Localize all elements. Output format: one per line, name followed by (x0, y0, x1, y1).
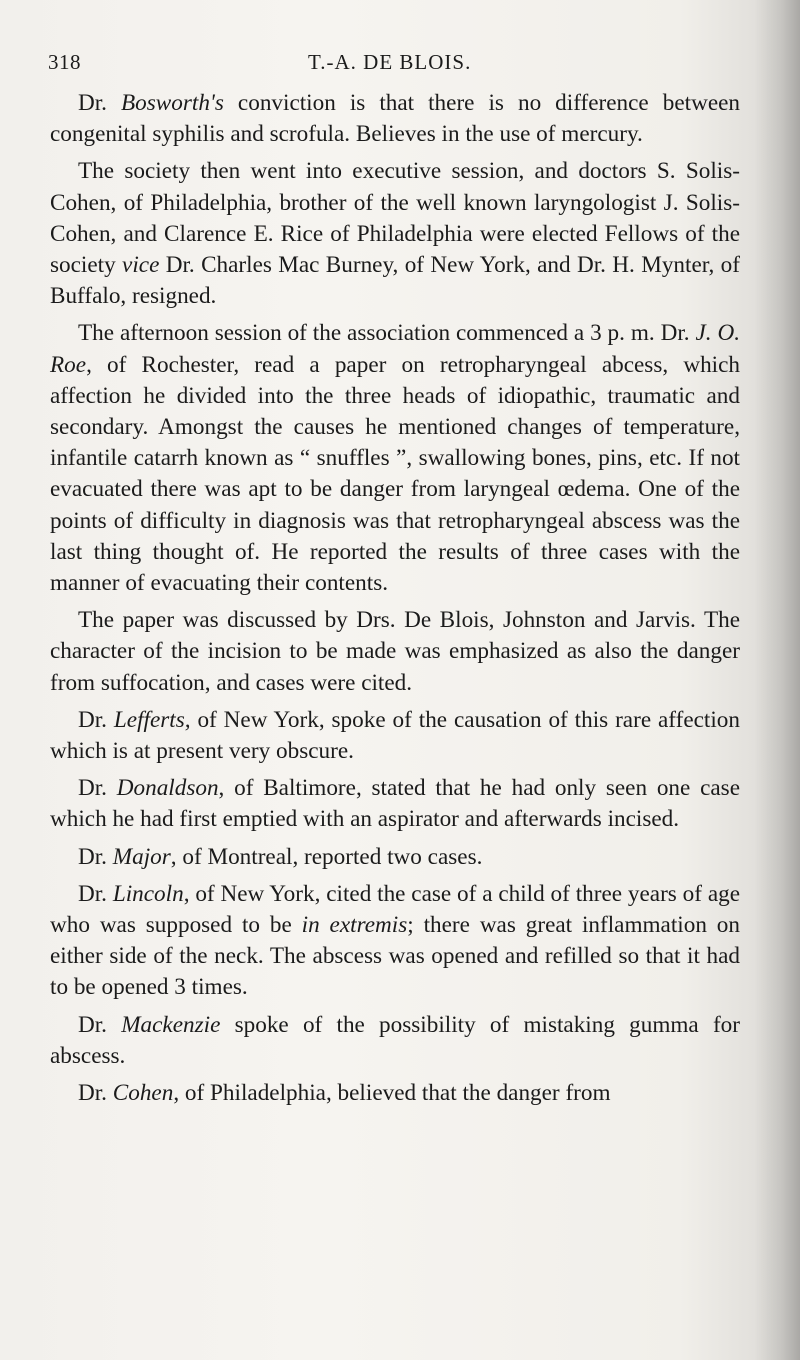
italic-text: Donaldson (116, 775, 219, 802)
paragraph (50, 605, 740, 699)
paragraph (50, 156, 740, 312)
paragraph (50, 773, 740, 835)
italic-text: vice (122, 252, 160, 279)
text-run: , of Baltimore, stated that he had only seen one case which he had first emptied with an aspirator and afterwards incised. (50, 775, 740, 833)
text-run: The afternoon session of the association commenced a 3 p. m. Dr. (78, 320, 696, 347)
italic-text: Lincoln (112, 880, 184, 907)
paragraph (50, 318, 740, 599)
text-run: , of Montreal, reported two cases. (170, 843, 483, 870)
paragraph (50, 88, 740, 150)
text-run: Dr. (78, 1011, 122, 1038)
text-run: , of New York, cited the case of a child of three years of age who was supposed to be (50, 880, 740, 939)
text-run: ; there was great inflammation on either side of the neck. The abscess was opened and refilled so that it had to be opened 3 times. (50, 912, 740, 1001)
italic-text: Cohen (112, 1080, 174, 1107)
text-run: , of Philadelphia, believed that the danger from (173, 1080, 611, 1107)
running-head: T.-A. DE BLOIS. (308, 50, 472, 74)
text-run: The society then went into executive session, and doctors S. Solis-Cohen, of Philadelphia, brother of the well known laryngologist J. Solis-Cohen, and Clarence E. Rice of Philadelphia were elected Fellows of the society (50, 158, 740, 279)
italic-text: J. O. Roe (50, 320, 740, 378)
page-gutter-shadow (754, 0, 800, 1360)
page-number: 318 (48, 50, 81, 74)
italic-text: Lefferts, (113, 706, 191, 733)
italic-text: in extremis (301, 912, 408, 939)
paragraph (50, 1010, 740, 1072)
text-run: Dr. (78, 880, 113, 907)
text-run: Dr. (78, 90, 122, 116)
body-text (50, 88, 740, 1115)
text-run: Dr. Charles Mac Burney, of New York, and Dr. H. Mynter, of Buffalo, resigned. (50, 252, 740, 310)
italic-text: Bosworth's (121, 90, 224, 116)
text-run: Dr. (78, 775, 117, 802)
text-run: conviction is that there is no difference between congenital syphilis and scrofula. Believes in the use of mercury. (50, 90, 741, 148)
text-run: , of Rochester, read a paper on retropharyngeal abcess, which affection he divided into the three heads of idiopathic, traumatic and secondary. Amongst the causes he mentioned changes of temperature, infantile catarrh known as “ snuffles ”, swallowing bones, pins, etc. If not evacuated there was apt to be danger from laryngeal œdema. One of the points of difficulty in diagnosis was that retropharyngeal abscess was the last thing thought of. He reported the results of three cases with the manner of evacuating their contents. (50, 351, 740, 597)
text-run: spoke of the possibility of mistaking gumma for abscess. (50, 1011, 740, 1069)
text-run: of New York, spoke of the causation of this rare affection which is at present very obscure. (50, 706, 740, 765)
paragraph (50, 705, 740, 767)
italic-text: Major (112, 843, 171, 870)
paragraph (50, 842, 740, 873)
italic-text: Mackenzie (121, 1011, 221, 1038)
text-run: Dr. (78, 706, 114, 733)
text-run: Dr. (78, 843, 113, 870)
paragraph (50, 879, 740, 1004)
text-run: The paper was discussed by Drs. De Blois, Johnston and Jarvis. The character of the incision to be made was emphasized as also the danger from suffocation, and cases were cited. (50, 607, 740, 696)
page-header (48, 50, 740, 80)
paragraph (50, 1078, 740, 1109)
text-run: Dr. (78, 1080, 113, 1107)
